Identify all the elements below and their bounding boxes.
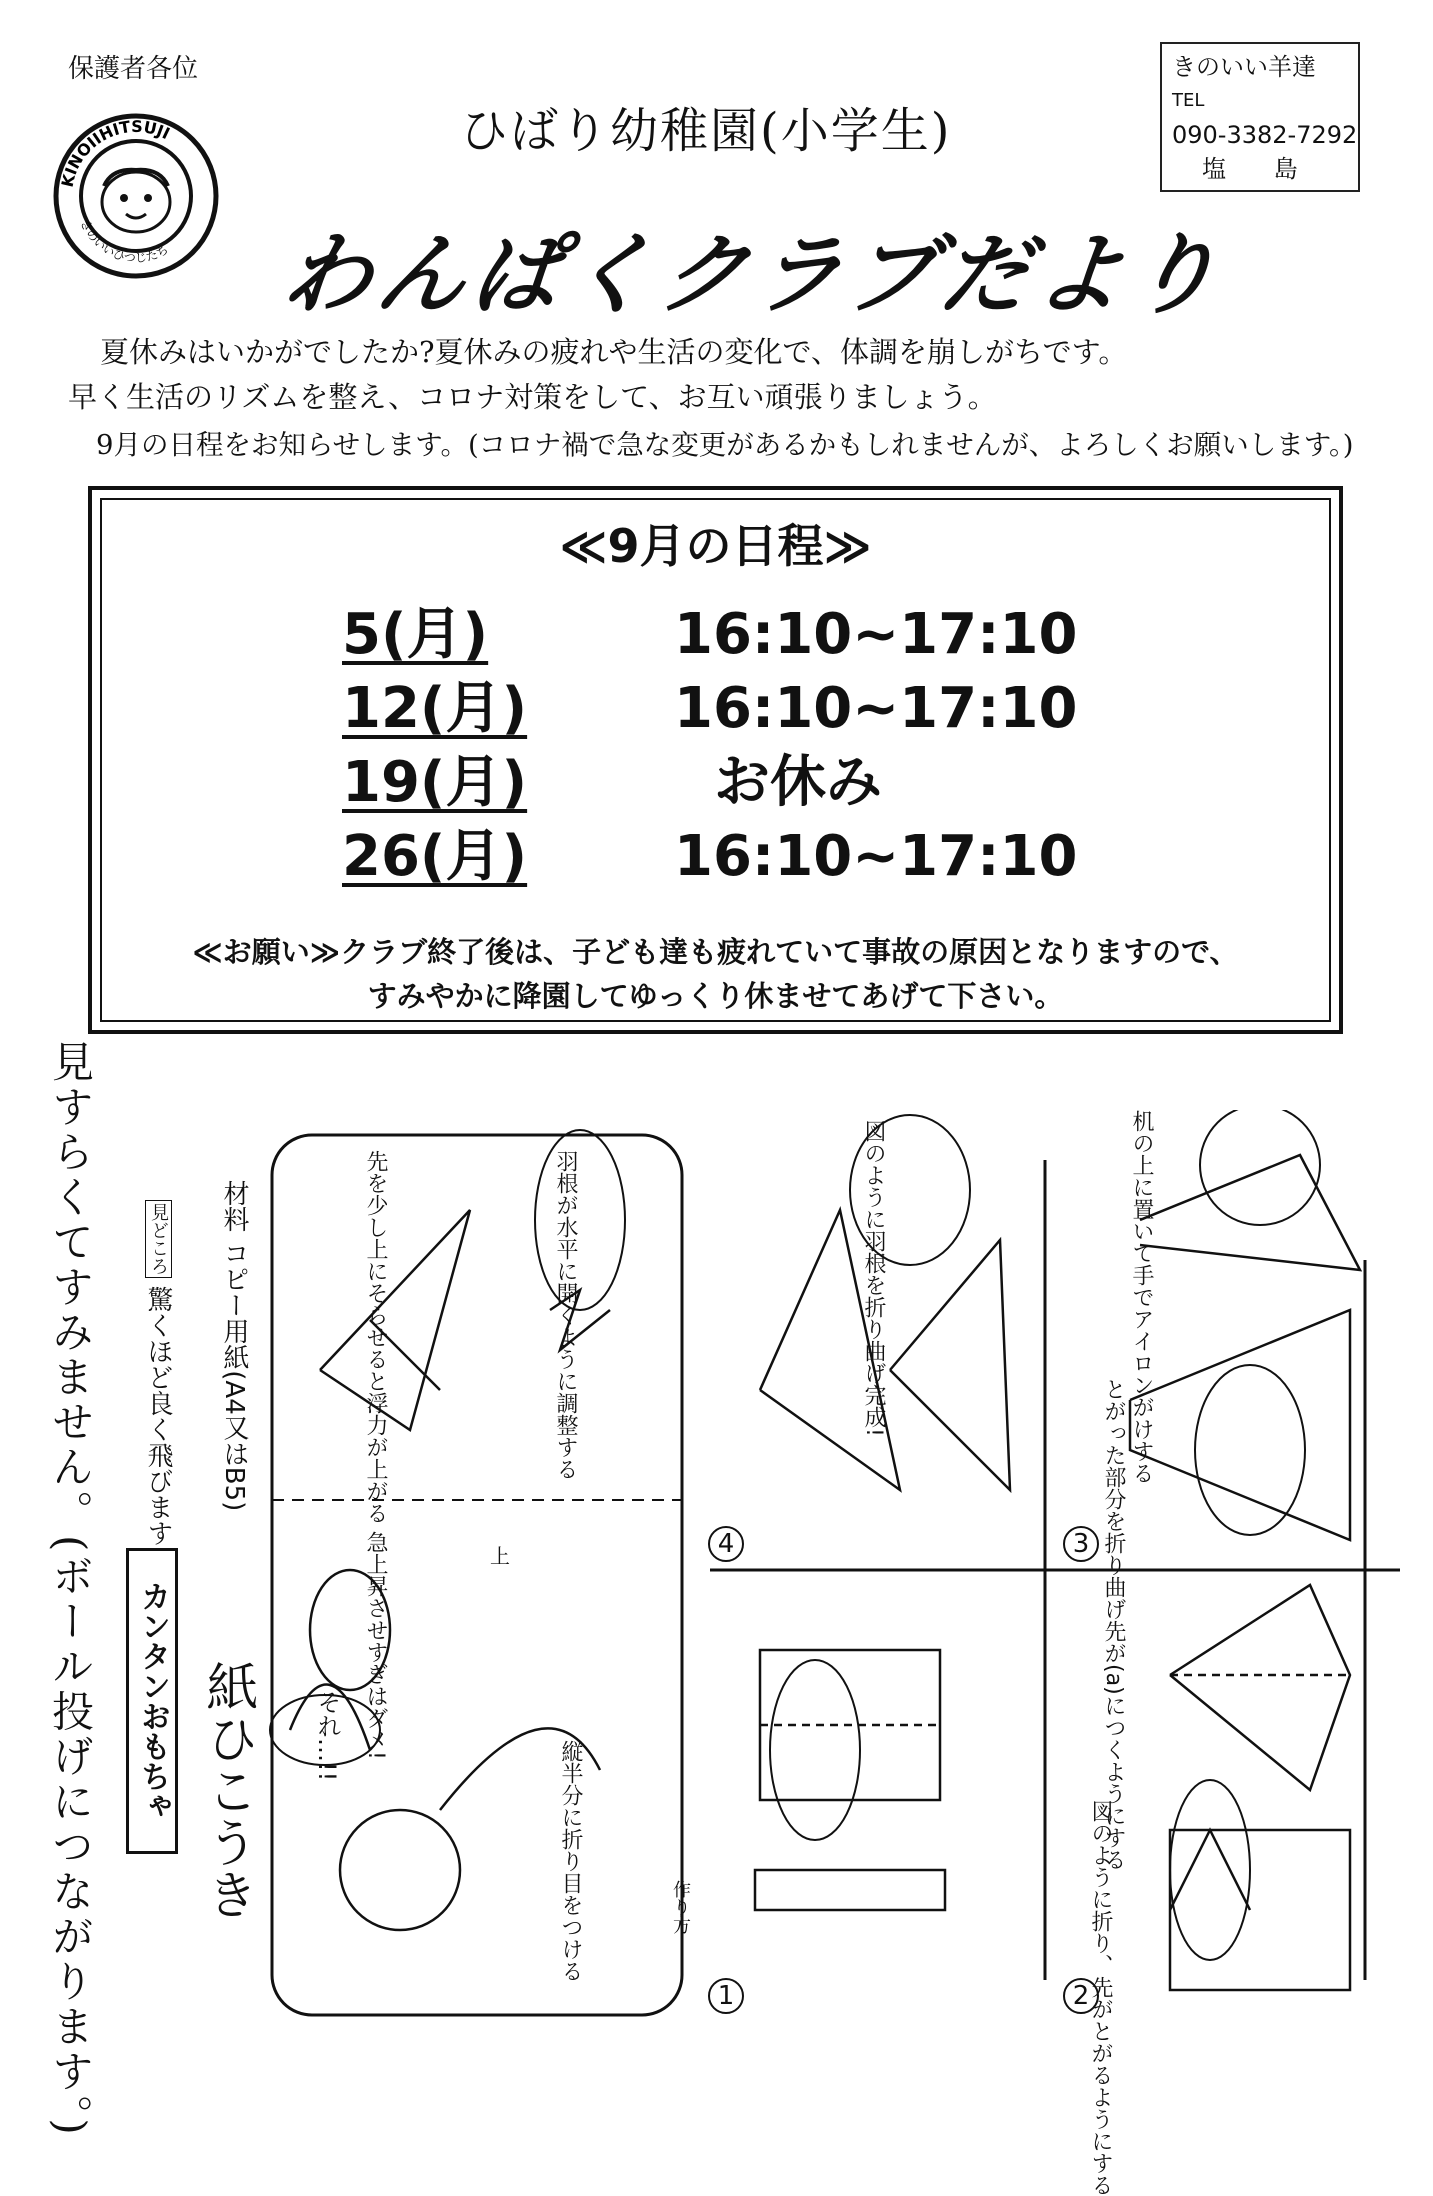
sheep-logo bbox=[52, 112, 220, 280]
highlight-value: 驚くほど良く飛びます bbox=[143, 1286, 173, 1547]
step3-note-b: 机の上に置いて手でアイロンがけする bbox=[1129, 1110, 1154, 1484]
logo-text: KINOIIHITSUJI bbox=[57, 116, 173, 189]
schedule-row bbox=[342, 812, 1077, 892]
toy-badge-label: カンタンおもちゃ bbox=[135, 1581, 170, 1821]
plane-tip-note: 先を少し上にそらせると浮力が上がる 急上昇させすぎはダメ! bbox=[363, 1150, 388, 1760]
schedule-row bbox=[342, 664, 1077, 744]
schedule-date: 26(月) bbox=[342, 824, 528, 889]
step-number-1: 1 bbox=[708, 1978, 744, 2014]
schedule-title: ≪9月の日程≫ bbox=[559, 519, 872, 573]
schedule-time: 16:10~17:10 bbox=[674, 602, 1078, 667]
schedule-row bbox=[342, 590, 1077, 670]
step-number-3: 3 bbox=[1063, 1526, 1099, 1562]
toy-name: 紙ひこうき bbox=[197, 1660, 257, 1920]
step2-illustration bbox=[1170, 1585, 1350, 1990]
intro-line-2: 早く生活のリズムを整え、コロナ対策をして、お互い頑張りましょう。 bbox=[68, 380, 997, 414]
step-number-2: 2 bbox=[1063, 1978, 1099, 2014]
step2-note: 図のように折り、先がとがるようにする bbox=[1088, 1800, 1113, 2196]
material-text bbox=[216, 1180, 253, 1511]
plane-up-note: 上 bbox=[490, 1544, 510, 1568]
material-value: コピー用紙(A4又はB5) bbox=[219, 1240, 249, 1512]
schedule-inner-frame bbox=[100, 498, 1331, 1022]
school-name: ひばり幼稚園(小学生) bbox=[460, 103, 952, 159]
contact-tel: 090-3382-7292 bbox=[1172, 121, 1358, 149]
how-to-label: 作り方 bbox=[670, 1880, 691, 1934]
toy-badge bbox=[126, 1548, 178, 1854]
step-number-4: 4 bbox=[708, 1526, 744, 1562]
highlight-label: 見どころ bbox=[145, 1200, 172, 1278]
contact-person: 塩 島 bbox=[1202, 155, 1318, 183]
schedule-time: 16:10~17:10 bbox=[674, 676, 1078, 741]
schedule-date: 5(月) bbox=[342, 602, 489, 667]
step1-illustration bbox=[755, 1650, 945, 1910]
highlight-text bbox=[140, 1200, 177, 1546]
schedule-row bbox=[342, 738, 882, 818]
step3-note-a: とがった部分を折り曲げ先が(a)につくようにする bbox=[1101, 1378, 1126, 1871]
contact-tel-label: TEL bbox=[1172, 90, 1205, 111]
intro-line-1: 夏休みはいかがでしたか?夏休みの疲れや生活の変化で、体調を崩しがちです。 bbox=[100, 335, 1128, 369]
intro-line-3: 9月の日程をお知らせします。(コロナ禍で急な変更があるかもしれませんが、よろしくお願いします。) bbox=[96, 429, 1354, 461]
schedule-date: 19(月) bbox=[342, 750, 528, 815]
folding-diagram bbox=[250, 1110, 1430, 2020]
schedule-time: お休み bbox=[714, 750, 882, 815]
notice-line-1: ≪お願い≫クラブ終了後は、子ども達も疲れていて事故の原因となりますので、 bbox=[192, 935, 1239, 969]
step3-illustration bbox=[1130, 1155, 1360, 1540]
recipients-label: 保護者各位 bbox=[68, 54, 199, 84]
notice-line-2: すみやかに降園してゆっくり休ませてあげて下さい。 bbox=[367, 979, 1064, 1013]
step4-note: 図のように羽根を折り曲げ完成! bbox=[861, 1120, 886, 1437]
schedule-date: 12(月) bbox=[342, 676, 528, 741]
shout-bubble: それ…!! bbox=[313, 1690, 341, 1782]
side-note: 見すらくてすみません。(ボール投げにつながります。) bbox=[46, 1040, 95, 2138]
material-label: 材料 bbox=[219, 1180, 249, 1232]
newsletter-title: わんぱくクラブだより bbox=[276, 222, 1232, 326]
step1-note: 縦半分に折り目をつける bbox=[558, 1740, 583, 1982]
schedule-time: 16:10~17:10 bbox=[674, 824, 1078, 889]
logo-subtext: きのいいひつじたち bbox=[77, 217, 171, 266]
contact-box bbox=[1160, 42, 1360, 192]
schedule-box bbox=[88, 486, 1343, 1034]
wing-adjust-note: 羽根が水平に開くように調整する bbox=[553, 1150, 578, 1480]
contact-org: きのいい羊達 bbox=[1172, 53, 1316, 81]
